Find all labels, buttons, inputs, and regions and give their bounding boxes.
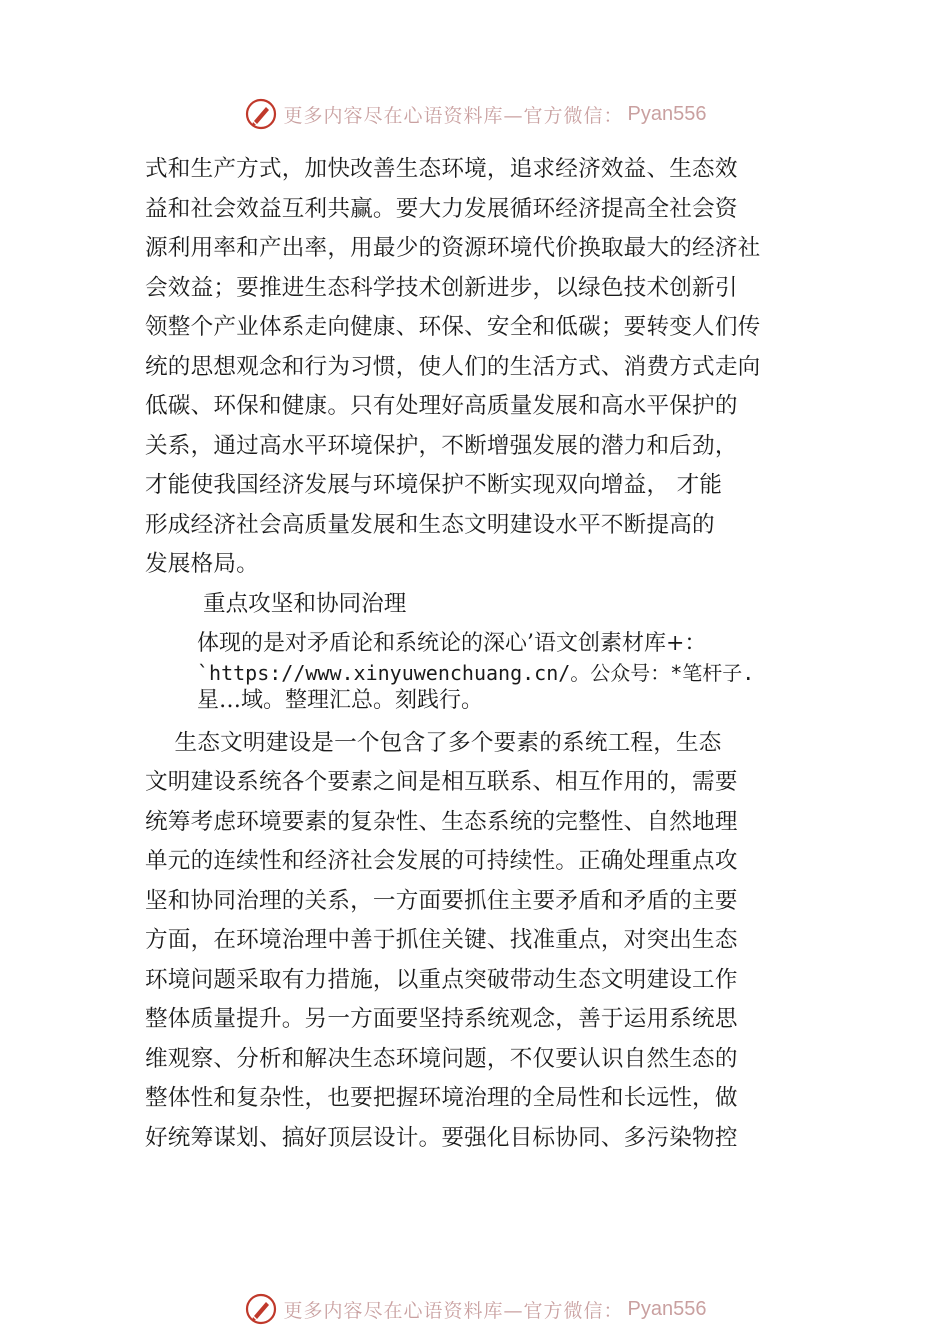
text-line: 低碳、环保和健康。只有处理好高质量发展和高水平保护的 <box>145 393 738 419</box>
text-line: 生态文明建设是一个包含了多个要素的系统工程，生态 <box>145 729 722 756</box>
text-line: 益和社会效益互利共赢。要大力发展循环经济提高全社会资 <box>145 195 738 222</box>
section-heading: 重点攻坚和协同治理 <box>203 590 407 617</box>
text-line: 整体性和复杂性，也要把握环境治理的全局性和长远性，做 <box>145 1085 738 1111</box>
banner-code: Pyan556 <box>627 102 707 125</box>
text-line: 才能使我国经济发展与环境保护不断实现双向增益， 才能 <box>145 472 723 498</box>
text-line: 形成经济社会高质量发展和生态文明建设水平不断提高的 <box>145 511 715 538</box>
pen-logo-icon <box>244 1292 278 1326</box>
text-line: 发展格局。 <box>145 551 259 577</box>
text-line: 统的思想观念和行为习惯，使人们的生活方式、消费方式走向 <box>145 353 761 380</box>
footer-banner <box>0 1287 950 1331</box>
text-line: 整体质量提升。另一方面要坚持系统观念，善于运用系统思 <box>145 1006 738 1032</box>
watermark-note <box>197 630 825 716</box>
note-line: 体现的是对矛盾论和系统论的深心’语文创素材库+： <box>197 631 707 656</box>
text-line: 关系，通过高水平环境保护，不断增强发展的潜力和后劲， <box>145 432 738 459</box>
header-banner <box>0 92 950 136</box>
text-line: 环境问题采取有力措施，以重点突破带动生态文明建设工作 <box>145 966 738 993</box>
paragraph-2 <box>145 724 825 1159</box>
text-line: 源利用率和产出率，用最少的资源环境代价换取最大的经济社 <box>145 235 761 261</box>
paragraph-1 <box>145 150 825 585</box>
text-line: 坚和协同治理的关系，一方面要抓住主要矛盾和矛盾的主要 <box>145 887 738 914</box>
pen-logo-icon <box>244 97 278 131</box>
note-url-line: `https://www.xinyuwenchuang.cn/。公众号：*笔杆子. <box>197 660 755 685</box>
text-line: 文明建设系统各个要素之间是相互联系、相互作用的，需要 <box>145 769 738 795</box>
banner-text: 更多内容尽在心语资料库—官方微信： <box>283 1299 624 1322</box>
banner-code: Pyan556 <box>627 1297 707 1320</box>
text-line: 会效益；要推进生态科学技术创新进步，以绿色技术创新引 <box>145 274 738 301</box>
document-body <box>145 150 825 1158</box>
text-line: 式和生产方式，加快改善生态环境，追求经济效益、生态效 <box>145 156 738 182</box>
note-line: 星…域。整理汇总。刻践行。 <box>197 688 484 713</box>
text-line: 领整个产业体系走向健康、环保、安全和低碳；要转变人们传 <box>145 314 761 340</box>
text-line: 维观察、分析和解决生态环境问题，不仅要认识自然生态的 <box>145 1045 738 1072</box>
text-line: 方面，在环境治理中善于抓住关键、找准重点，对突出生态 <box>145 927 738 953</box>
banner-text: 更多内容尽在心语资料库—官方微信： <box>283 104 624 127</box>
text-line: 统筹考虑环境要素的复杂性、生态系统的完整性、自然地理 <box>145 808 738 835</box>
text-line: 单元的连续性和经济社会发展的可持续性。正确处理重点攻 <box>145 848 738 874</box>
text-line: 好统筹谋划、搞好顶层设计。要强化目标协同、多污染物控 <box>145 1124 738 1151</box>
